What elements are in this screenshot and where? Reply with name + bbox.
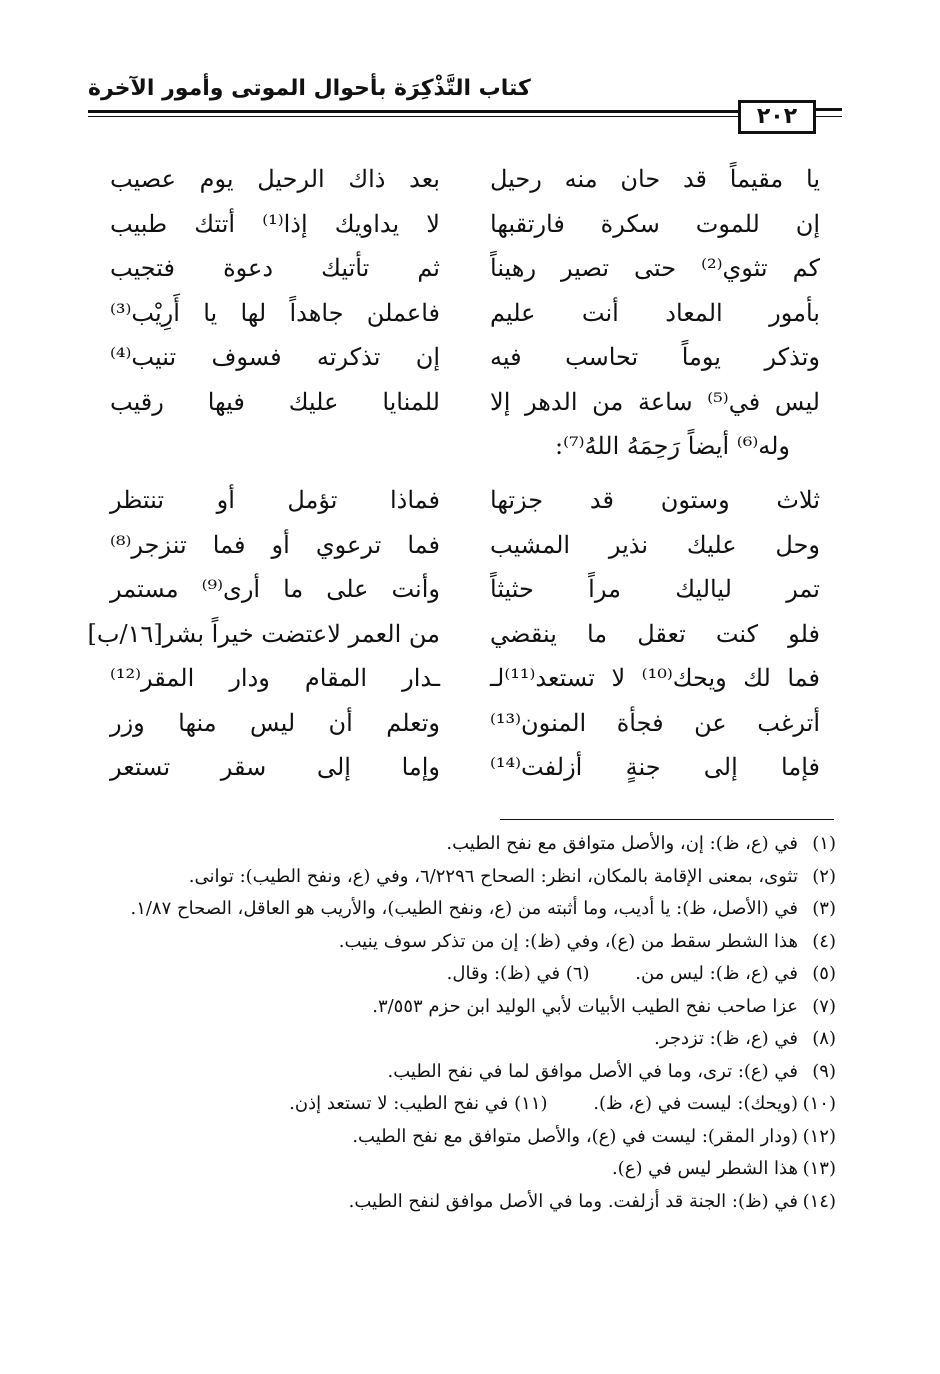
- verse: [110, 291, 820, 336]
- footnote-number: (٨): [812, 1028, 836, 1049]
- verse-first-hemistich: إن للموت سكرة فارتقبها: [490, 209, 820, 238]
- footnote-text: في (الأصل، ظ): يا أديب، وما أثبته من (ع، ونفح الطيب)، والأريب هو العاقل، الصحاح ١/٨٧.: [130, 898, 798, 919]
- verse-second-hemistich: فاعملن جاهداً لها يا أَرِيْب⁽³⁾: [110, 298, 440, 327]
- footnote: [100, 828, 836, 861]
- footnote-pair: [100, 958, 836, 991]
- footnote-text: في (ع، ظ): إن، والأصل متوافق مع نفح الطيب.: [446, 833, 798, 854]
- verse: [110, 380, 820, 425]
- verse-second-hemistich: فما ترعوي أو فما تنزجر⁽⁸⁾: [110, 530, 440, 559]
- footnote-number: (١٤): [802, 1190, 836, 1212]
- page-number: ٢٠٢: [738, 100, 816, 134]
- footnote-number: (١٠): [802, 1093, 836, 1114]
- verse-first-hemistich: فما لك ويحك⁽¹⁰⁾ لا تستعد⁽¹¹⁾لـ: [490, 664, 820, 692]
- footnote-text: عزا صاحب نفح الطيب الأبيات لأبي الوليد ابن حزم ٣/٥٥٣.: [372, 995, 798, 1017]
- verse-first-hemistich: يا مقيماً قد حان منه رحيل: [490, 165, 820, 193]
- footnote: [100, 1186, 836, 1219]
- footnote-text: (ودار المقر): ليست في (ع)، والأصل متوافق مع نفح الطيب.: [352, 1125, 798, 1147]
- verse: [110, 478, 820, 523]
- footnote-number: (٥): [812, 963, 836, 984]
- verse-second-hemistich: من العمر لاعتضت خيراً بشر[١٦/ب]: [87, 619, 440, 648]
- footnote-number: (٧): [812, 995, 836, 1017]
- footnote-text: في (ع): ترى، وما في الأصل موافق لما في نفح الطيب.: [387, 1060, 798, 1082]
- verse-first-hemistich: فإما إلى جنةٍ أزلفت⁽¹⁴⁾: [490, 753, 820, 781]
- verse-second-hemistich: إن تذكرته فسوف تنيب⁽⁴⁾: [110, 343, 440, 371]
- verse-first-hemistich: ثلاث وستون قد جزتها: [490, 486, 820, 514]
- footnote: [100, 1056, 836, 1089]
- page-header: [88, 70, 840, 129]
- footnote: [100, 861, 836, 894]
- footnote-separator: [500, 819, 834, 820]
- verse: [110, 656, 820, 701]
- verse-first-hemistich: وحل عليك نذير المشيب: [490, 530, 820, 559]
- footnote-number: (١): [812, 833, 836, 854]
- header-rule-thin: [88, 116, 738, 117]
- verse: [110, 701, 820, 746]
- verse-first-hemistich: تمر لياليك مراً حثيثاً: [490, 575, 820, 603]
- verse: [110, 157, 820, 202]
- footnote: [100, 1121, 836, 1154]
- verse-second-hemistich: وإما إلى سقر تستعر: [110, 753, 440, 781]
- footnote-number: (٣): [812, 898, 836, 919]
- footnote-text: في نفح الطيب: لا تستعد إذن.: [289, 1093, 509, 1114]
- footnote-text: هذا الشطر سقط من (ع)، وفي (ظ): إن من تذكر سوف ينيب.: [338, 930, 798, 952]
- verse-first-hemistich: أترغب عن فجأة المنون⁽¹³⁾: [490, 708, 820, 737]
- footnote: [100, 991, 836, 1024]
- poem-intro: وله⁽⁶⁾ أيضاً رَحِمَهُ اللهُ⁽⁷⁾:: [554, 432, 790, 460]
- verse-first-hemistich: كم تثوي⁽²⁾ حتى تصير رهيناً: [490, 254, 820, 282]
- verse: [110, 246, 820, 291]
- page-number-rule-thick: [816, 108, 842, 111]
- footnote: [100, 926, 836, 959]
- footnote-text: في (ع، ظ): ليس من.: [635, 963, 798, 984]
- footnotes: [100, 828, 836, 1218]
- footnote: [100, 1023, 836, 1056]
- verse: [110, 202, 820, 247]
- poem-second: [87, 478, 820, 790]
- footnote-text: (ويحك): ليست في (ع، ظ).: [593, 1093, 798, 1114]
- footnote: [100, 1153, 836, 1186]
- verse-second-hemistich: فماذا تؤمل أو تنتظر: [110, 486, 440, 514]
- verse-second-hemistich: للمنايا عليك فيها رقيب: [110, 387, 440, 416]
- verse: [110, 523, 820, 568]
- verse-second-hemistich: ـدار المقام ودار المقر⁽¹²⁾: [110, 664, 440, 692]
- footnote-number: (٤): [812, 930, 836, 952]
- verse-first-hemistich: ليس في⁽⁵⁾ ساعة من الدهر إلا: [490, 387, 820, 416]
- verse: [110, 335, 820, 380]
- poem-first: [110, 157, 820, 469]
- footnote-number: (٢): [812, 865, 836, 887]
- verse: [110, 567, 820, 612]
- footnote-text: هذا الشطر ليس في (ع).: [611, 1158, 798, 1179]
- footnote-number: (١٢): [802, 1125, 836, 1147]
- footnote-number: (٩): [812, 1060, 836, 1082]
- verse-first-hemistich: فلو كنت تعقل ما ينقضي: [490, 619, 820, 648]
- page-number-rule-thin: [816, 116, 842, 117]
- book-title: كتاب التَّذْكِرَة بأحوال الموتى وأمور الآخرة: [88, 76, 531, 101]
- verse: [110, 745, 820, 790]
- verse-second-hemistich: بعد ذاك الرحيل يوم عصيب: [110, 165, 440, 193]
- verse-second-hemistich: لا يداويك إذا⁽¹⁾ أتتك طبيب: [110, 209, 440, 238]
- footnote: [100, 893, 836, 926]
- footnote-number: (١٣): [802, 1158, 836, 1179]
- footnote-text: تثوى، بمعنى الإقامة بالمكان، انظر: الصحاح ٦/٢٢٩٦، وفي (ع، ونفح الطيب): توانى.: [188, 865, 798, 887]
- footnote-number: (١١): [514, 1093, 548, 1114]
- verse-second-hemistich: وتعلم أن ليس منها وزر: [110, 708, 440, 737]
- header-rule-thick: [88, 110, 738, 113]
- footnote-text: في (ظ): وقال.: [446, 963, 561, 984]
- footnote-number: (٦): [565, 963, 590, 984]
- verse-first-hemistich: بأمور المعاد أنت عليم: [490, 298, 820, 327]
- verse-second-hemistich: ثم تأتيك دعوة فتجيب: [110, 254, 440, 282]
- footnote-text: في (ع، ظ): تزدجر.: [654, 1028, 798, 1049]
- footnote-text: في (ظ): الجنة قد أزلفت. وما في الأصل موافق لنفح الطيب.: [348, 1190, 798, 1212]
- verse: [87, 612, 820, 657]
- verse-first-hemistich: وتذكر يوماً تحاسب فيه: [490, 343, 820, 371]
- footnote-pair: [100, 1088, 836, 1121]
- verse-second-hemistich: وأنت على ما أرى⁽⁹⁾ مستمر: [110, 575, 440, 603]
